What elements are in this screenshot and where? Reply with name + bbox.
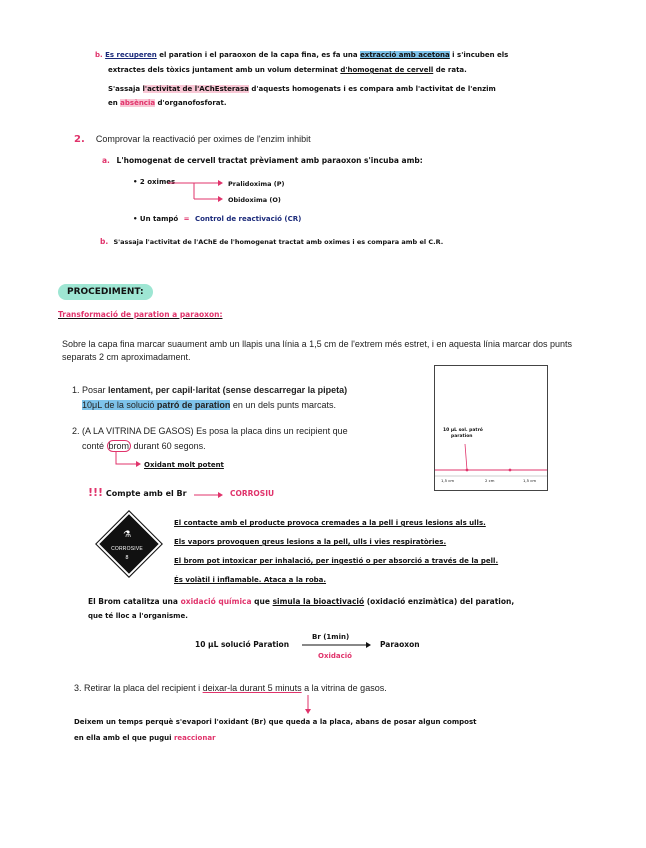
step2-num: 2. (72, 426, 80, 436)
b-top-line2 (108, 65, 467, 75)
plate-d3: 1,5 cm (523, 478, 537, 483)
b-top-line4 (108, 98, 227, 108)
brom-hl: oxidació química (180, 597, 252, 606)
reaction-right: Paraoxon (380, 640, 420, 649)
step2-b-post: durant 60 segons. (131, 441, 206, 451)
plate-label1: 10 μL sol. patró (443, 428, 483, 433)
item2-num: 2. (74, 134, 85, 145)
warn-text: Compte amb el Br (105, 489, 187, 498)
b-top-l1-post: i s'incuben els (449, 51, 509, 59)
final-line1: Deixem un temps perquè s'evapori l'oxidant (Br) que queda a la placa, abans de posar algun compost (74, 718, 477, 726)
oximes-label: • 2 oximes (133, 178, 176, 186)
step1-pre: Posar (82, 385, 109, 395)
step3 (74, 683, 387, 693)
step2-a: (A LA VITRINA DE GASOS) Es posa la placa dins un recipient que (82, 426, 348, 436)
step2-brom-circled: brom (108, 441, 130, 451)
step3-pre: Retirar la placa del recipient i (84, 683, 203, 693)
hazards-list (174, 514, 574, 590)
b-top-l4-hl: absència (120, 99, 156, 107)
oxidant-note: Oxidant molt potent (144, 461, 224, 469)
item2-text: Comprovar la reactivació per oximes de l'enzim inhibit (95, 134, 311, 144)
warn-marks: !!! (88, 486, 104, 499)
corrosive-label: CORROSIVE (111, 546, 143, 552)
step1 (72, 383, 402, 413)
procediment-subtitle-text: Transformació de paration a paraoxon: (58, 310, 223, 319)
brom-mid: que (251, 597, 273, 606)
item2-b-marker: b. (100, 237, 109, 246)
b-top-l1-pre: Es recuperen (105, 51, 157, 59)
hazard-item: És volàtil i inflamable. Ataca a la roba. (174, 576, 327, 584)
procediment-subtitle (58, 310, 222, 319)
corrosive-diamond (96, 511, 161, 576)
step1-bold: lentament, per capil·laritat (sense descarregar la pipeta) (108, 385, 348, 395)
corrosive-num: 8 (125, 555, 129, 561)
warn-arrow-icon (194, 490, 224, 500)
step1-hl-b: patró de paration (156, 400, 231, 410)
step1-hl (82, 400, 230, 410)
plate-lines (435, 366, 547, 490)
tlc-plate-diagram (434, 365, 548, 491)
reaction-left: 10 μL solució Paration (195, 640, 290, 649)
b-top-l2-u: d'homogenat de cervell (340, 66, 434, 74)
step1-num: 1. (72, 385, 80, 395)
b-top-l4-post: d'organofosforat. (155, 99, 227, 107)
tampo-label: • Un tampó (133, 215, 179, 223)
b-top-l2-pre: extractes dels tòxics juntament amb un volum determinat (108, 66, 341, 74)
reaction-bottom: Oxidació (318, 652, 352, 660)
step1-post: en un dels punts marcats. (230, 400, 336, 410)
item2-a (102, 156, 423, 166)
reaction-top: Br (1min) (312, 633, 350, 641)
b-top-line3 (108, 84, 496, 94)
tampo-value: Control de reactivació (CR) (194, 215, 302, 223)
corrosive-pictogram (96, 511, 158, 573)
oxime2: Obidoxima (O) (228, 196, 281, 204)
procediment-title: PROCEDIMENT: (58, 284, 153, 300)
hazard-item: Els vapors provoquen greus lesions a la pell, ulls i vies respiratòries. (174, 538, 447, 546)
plate-label2: paration (451, 434, 473, 439)
brom-post: (oxidació enzimàtica) del paration, (364, 597, 515, 606)
tampo-line (133, 214, 301, 224)
step3-arrow-icon (303, 695, 313, 715)
step2-b-pre: conté (82, 441, 107, 451)
b-top-l4-pre: en (108, 99, 121, 107)
plate-d1: 1,5 cm (441, 478, 455, 483)
brom-u: simula la bioactivació (272, 597, 365, 606)
step3-num: 3. (74, 683, 82, 693)
item2-b-text: S'assaja l'activitat de l'AChE de l'homogenat tractat amb oximes i es compara amb el C.R. (113, 238, 444, 246)
brom-line2: que té lloc a l'organisme. (88, 612, 188, 620)
step1-hl-a: 10μL de la solució (82, 400, 157, 410)
final-line2 (74, 733, 216, 743)
oxime1: Pralidoxima (P) (228, 180, 285, 188)
b-top-l1-mid: el paration i el paraoxon de la capa fina, es fa una (156, 51, 361, 59)
brom-line1 (88, 597, 514, 607)
b-top-line1 (95, 50, 508, 60)
hazard-item: El brom pot intoxicar per inhalació, per ingestió o per absorció a través de la pell. (174, 557, 499, 565)
item2-heading (74, 127, 311, 146)
tampo-eq: = (183, 215, 190, 223)
b-top-marker: b. (95, 51, 103, 59)
step3-post: a la vitrina de gasos. (301, 683, 387, 693)
warn-result: CORROSIU (230, 489, 275, 498)
step3-u: deixar-la durant 5 minuts (202, 683, 302, 693)
plate-d2: 2 cm (485, 478, 495, 483)
b-top-l3-hl: l'activitat de l'AChEsterasa (142, 85, 249, 93)
oximes-arrow-icon (168, 178, 224, 204)
warning-line (88, 488, 187, 499)
corrosive-drops-icon: ⚗ (122, 530, 132, 540)
item2-b (100, 237, 443, 247)
b-top-l1-hl: extracció amb acetona (360, 51, 450, 59)
b-top-l2-post: de rata. (433, 66, 467, 74)
b-top-l3-pre: S'assaja (108, 85, 143, 93)
reaction-arrow-icon (302, 641, 372, 649)
step2 (72, 424, 402, 454)
procediment-intro: Sobre la capa fina marcar suaument amb un llapis una línia a 1,5 cm de l'extrem més estret, i en aquesta línia marcar dos punts separats 2 cm aproximadament. (62, 339, 572, 362)
final-l2-pre: en ella amb el que pugui (74, 734, 174, 742)
hazard-item: El contacte amb el producte provoca cremades a la pell i greus lesions als ulls. (174, 519, 486, 527)
final-l2-hl: reaccionar (173, 734, 216, 742)
brom-pre: El Brom catalitza una (88, 597, 181, 606)
item2-a-marker: a. (102, 156, 110, 165)
item2-a-text: L'homogenat de cervell tractat prèviament amb paraoxon s'incuba amb: (116, 156, 423, 165)
brom-arrow-icon (112, 452, 142, 472)
b-top-l3-post: d'aquests homogenats i es compara amb l'activitat de l'enzim (248, 85, 496, 93)
